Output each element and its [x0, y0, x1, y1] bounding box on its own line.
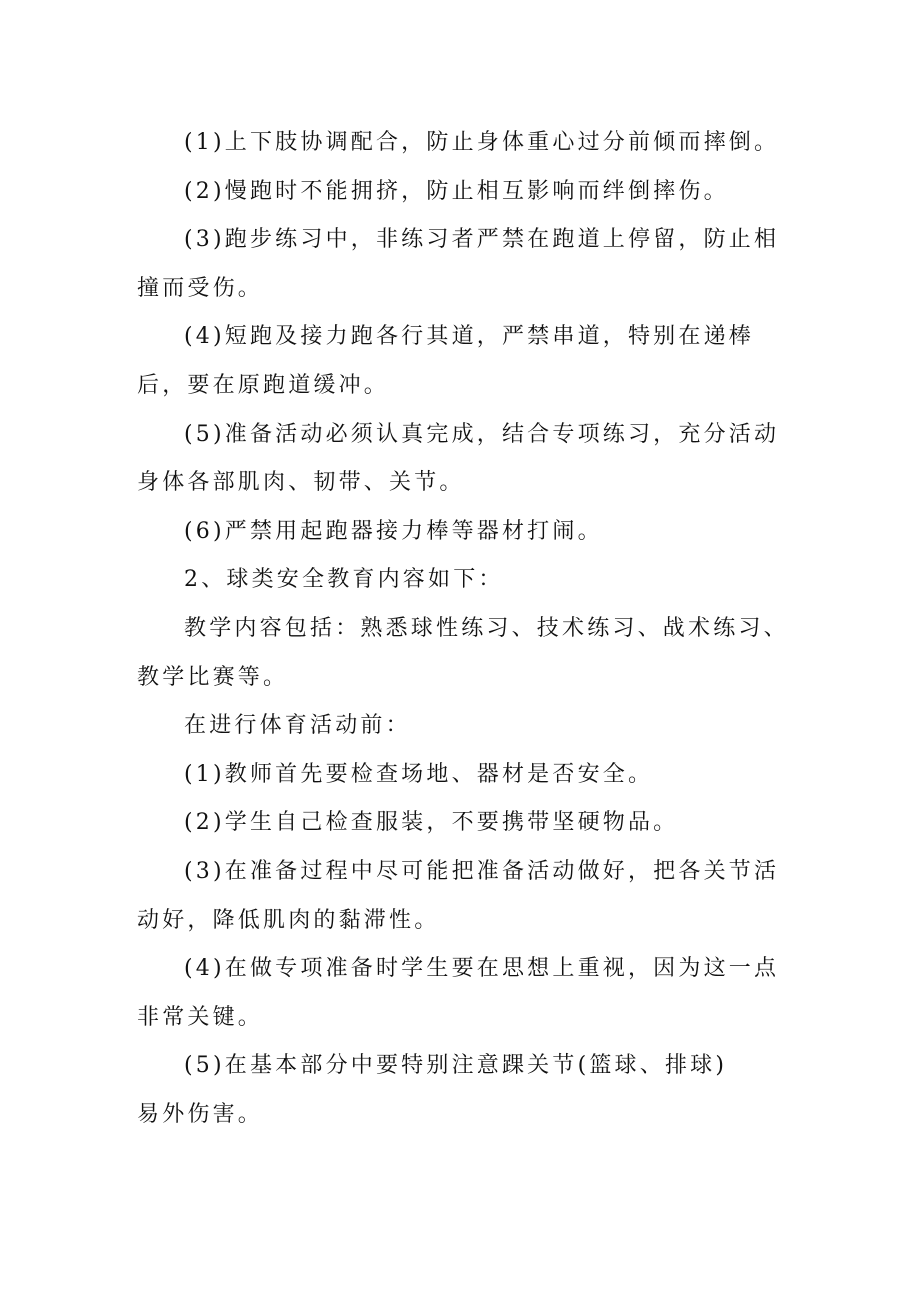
paragraph: 在进行体育活动前： [184, 713, 411, 739]
paragraph: (1)教师首先要检查场地、器材是否安全。 [184, 761, 654, 787]
paragraph: (5)在基本部分中要特别注意踝关节(篮球、排球) [184, 1053, 728, 1079]
document-body [137, 119, 792, 1139]
paragraph: (3)在准备过程中尽可能把准备活动做好，把各关节活动好，降低肌肉的黏滞性。 [137, 858, 780, 933]
paragraph: (4)短跑及接力跑各行其道，严禁串道，特别在递棒后，要在原跑道缓冲。 [137, 324, 754, 398]
paragraph: (2)学生自己检查服装，不要携带坚硬物品。 [184, 810, 679, 836]
paragraph: (3)跑步练习中，非练习者严禁在跑道上停留，防止相撞而受伤。 [137, 227, 780, 301]
paragraph: 易外伤害。 [137, 1101, 264, 1127]
paragraph: (2)慢跑时不能拥挤，防止相互影响而绊倒摔伤。 [184, 178, 729, 204]
paragraph: (6)严禁用起跑器接力棒等器材打闹。 [184, 518, 603, 544]
paragraph: (4)在做专项准备时学生要在思想上重视，因为这一点非常关键。 [137, 956, 780, 1030]
paragraph: (1)上下肢协调配合，防止身体重心过分前倾而摔倒。 [184, 130, 780, 155]
paragraph: 教学内容包括：熟悉球性练习、技术练习、战术练习、教学比赛等。 [137, 615, 789, 690]
section-heading: 2、球类安全教育内容如下： [184, 567, 504, 593]
paragraph: (5)准备活动必须认真完成，结合专项练习，充分活动身体各部肌肉、韧带、关节。 [137, 421, 780, 496]
